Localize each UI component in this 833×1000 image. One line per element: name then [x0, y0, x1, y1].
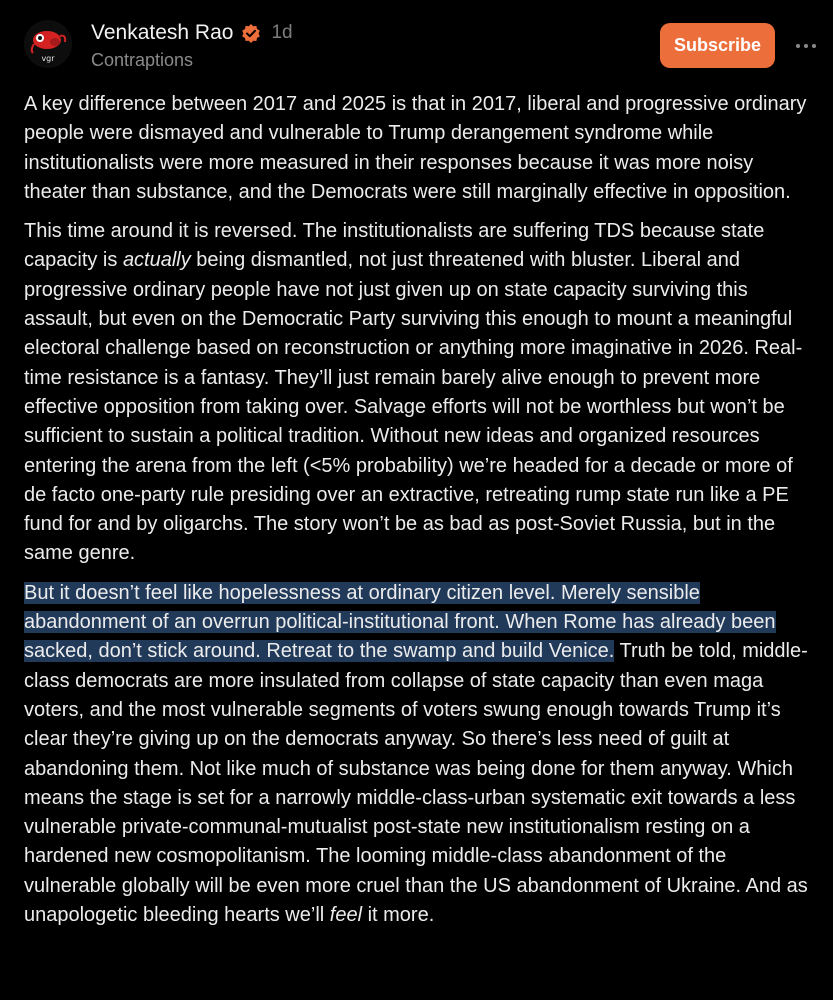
verified-badge-icon — [241, 23, 261, 43]
author-name[interactable]: Venkatesh Rao — [91, 21, 234, 44]
subscribe-button[interactable]: Subscribe — [660, 23, 775, 68]
author-block — [91, 18, 293, 71]
post-header — [0, 0, 833, 90]
publication-name[interactable]: Contraptions — [91, 50, 194, 70]
emphasis-feel: feel — [329, 904, 363, 927]
highlighted-text[interactable]: But it doesn’t feel like hopelessness at ordinary citizen level. Merely sensible abandonment of an overrun political-institutional front. When Rome has already been sacked, don’t stick around. Retreat to the swamp and build Venice. — [24, 581, 776, 663]
emphasis-actually: actually — [122, 249, 191, 272]
post-time: 1d — [271, 22, 293, 43]
avatar-illustration-icon — [24, 20, 72, 68]
post-body — [0, 90, 833, 930]
paragraph-1: A key difference between 2017 and 2025 is that in 2017, liberal and progressive ordinary people were dismayed and vulnerable to Trump derangement syndrome while institutionalists were more measured in their responses because it was more noisy theater than substance, and the Democrats were still marginally effective in opposition. — [24, 93, 807, 203]
paragraph-2: This time around it is reversed. The institutionalists are suffering TDS because state capacity is actually being dismantled, not just threatened with bluster. Liberal and progressive ordinary people have not just given up on state capacity surviving this assault, but even on the Democratic Party surviving this enough to mount a meaningful electoral challenge based on reconstruction or anything more imaginative in 2026. Real-time resistance is a fantasy. They’ll just remain barely alive enough to prevent more effective opposition from taking over. Salvage efforts will not be worthless but won’t be sufficient to sustain a political tradition. Without new ideas and organized resources entering the arena from the left (<5% probability) we’re headed for a decade or more of de facto one-party rule presiding over an extractive, retreating rump state run like a PE fund for and by oligarchs. The story won’t be as bad as post-Soviet Russia, but in the same genre. — [24, 220, 803, 565]
avatar-text: vgr — [41, 54, 55, 63]
paragraph-3: But it doesn’t feel like hopelessness at ordinary citizen level. Merely sensible abandonment of an overrun political-institutional front. When Rome has already been sacked, don’t stick around. Retreat to the swamp and build Venice. Truth be told, middle-class democrats are more insulated from collapse of state capacity than even maga voters, and the most vulnerable segments of voters swung enough towards Trump it’s clear they’re giving up on the democrats anyway. So there’s less need of guilt at abandoning them. Not like much of substance was being done for them anyway. Which means the stage is set for a narrowly middle-class-urban systematic exit towards a less vulnerable private-communal-mutualist post-state new institutionalism resting on a hardened new cosmopolitanism. The looming middle-class abandonment of the vulnerable globally will be even more cruel than the US abandonment of Ukraine. And as unapologetic bleeding hearts we’ll feel it more. — [24, 581, 808, 927]
more-horizontal-icon[interactable] — [796, 40, 816, 52]
author-avatar[interactable] — [24, 20, 72, 68]
